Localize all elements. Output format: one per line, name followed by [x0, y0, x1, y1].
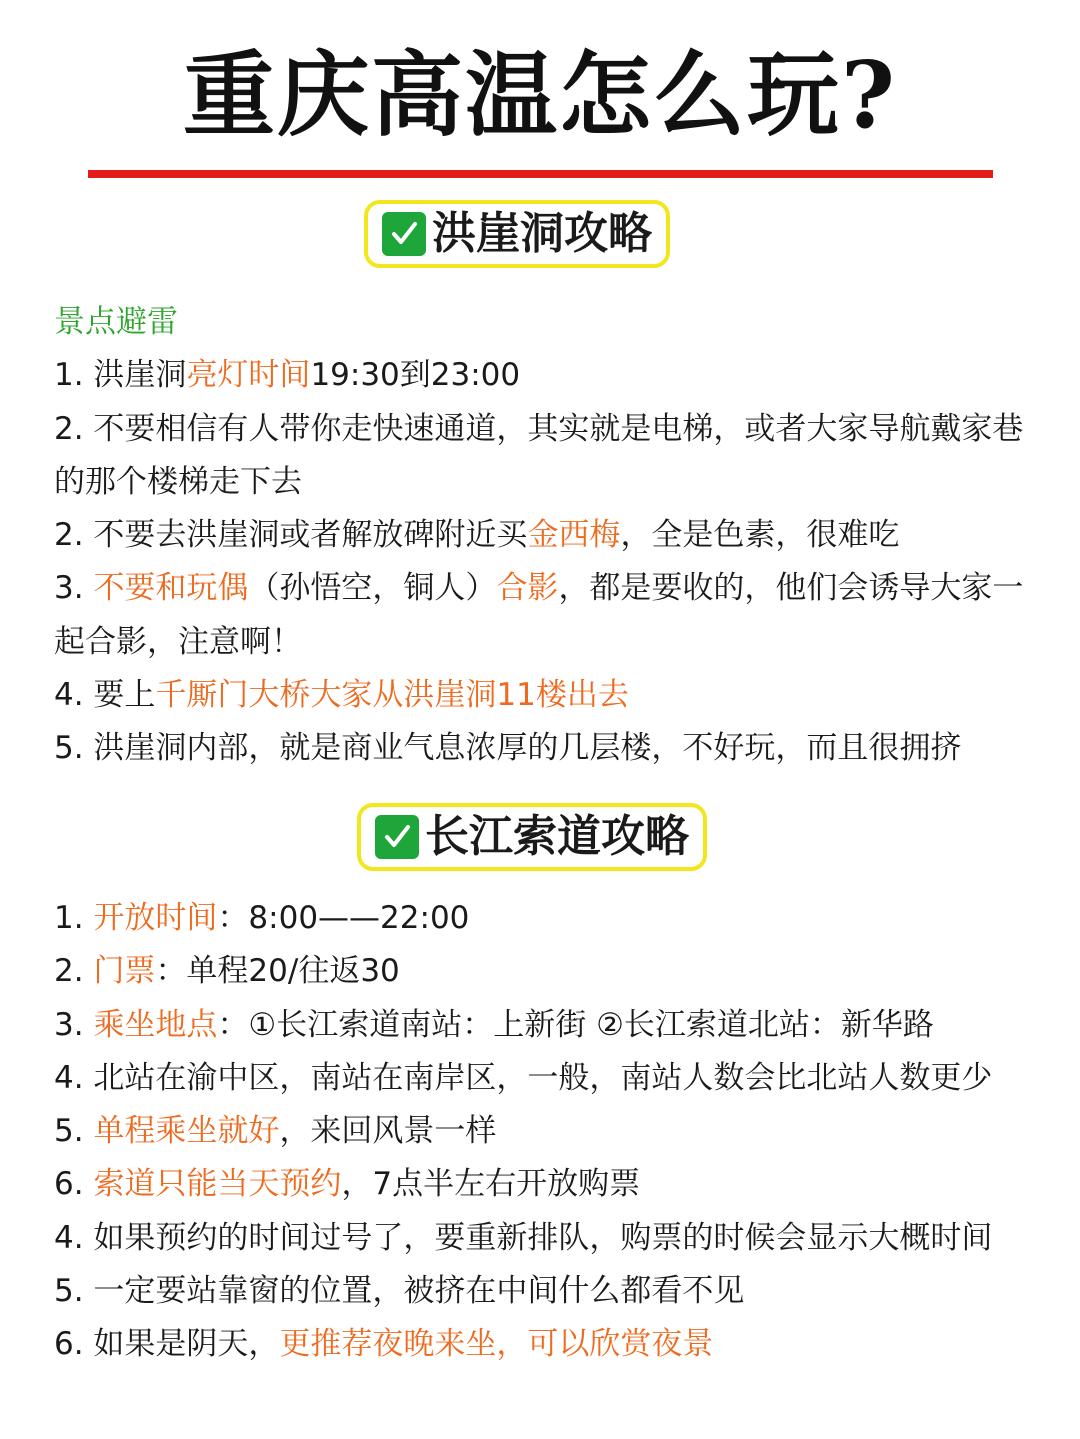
tip-list: [54, 349, 1054, 775]
section-title: 洪崖洞攻略: [432, 208, 652, 259]
tip-item: [54, 403, 1054, 510]
tip-item: [54, 1158, 1054, 1211]
tip-text: 5.: [54, 1113, 94, 1150]
highlight-text: 开放时间: [93, 900, 218, 936]
tip-item: [54, 945, 1054, 998]
tip-item: [54, 1318, 1054, 1371]
tip-text: 1. 洪崖洞: [54, 357, 187, 394]
tip-text: 4. 如果预约的时间过号了，要重新排队，购票的时候会显示大概时间: [54, 1219, 993, 1256]
highlight-text: 门票: [93, 953, 156, 990]
section-cableway: [54, 892, 1054, 1372]
tip-text: 5. 洪崖洞内部，就是商业气息浓厚的几层楼，不好玩，而且很拥挤: [54, 730, 962, 767]
tip-item: [54, 509, 1054, 562]
tip-item: [54, 1052, 1054, 1105]
tip-text: ，都是要收的，他们会诱导大家一起合影，注意啊！: [54, 570, 1024, 660]
section-hongyadong: [54, 296, 1054, 776]
highlight-text: 亮灯时间: [186, 357, 311, 394]
tip-item: [54, 1212, 1054, 1265]
highlight-text: 乘坐地点: [93, 1006, 218, 1043]
tip-text: 19:30到23:00: [310, 357, 521, 394]
tip-text: ，全是色素，很难吃: [620, 517, 900, 554]
section-badge-cableway: [357, 803, 707, 871]
highlight-text: 合影: [496, 570, 559, 607]
tip-text: 6. 如果是阴天，: [54, 1326, 280, 1363]
tip-text: ：①长江索道南站：上新街 ②长江索道北站：新华路: [217, 1006, 934, 1043]
tip-text: 1.: [54, 900, 94, 936]
tip-text: 2. 不要相信有人带你走快速通道，其实就是电梯，或者大家导航戴家巷的那个楼梯走下去: [54, 410, 1024, 500]
highlight-text: 单程乘坐就好: [93, 1113, 280, 1150]
page-title: 重庆高温怎么玩?: [183, 41, 897, 149]
subheading: 景点避雷: [54, 304, 178, 340]
tip-item: [54, 562, 1054, 669]
section-badge-hongyadong: [364, 200, 670, 268]
tip-item: [54, 349, 1054, 402]
highlight-text: 更推荐夜晚来坐，可以欣赏夜景: [279, 1326, 714, 1363]
tip-text: ，来回风景一样: [279, 1113, 497, 1150]
tip-item: [54, 999, 1054, 1052]
section-title: 长江索道攻略: [425, 811, 689, 862]
green-check-icon: [382, 212, 426, 256]
tip-text: ：单程20/往返30: [155, 953, 400, 990]
tip-list: [54, 892, 1054, 1372]
tip-item: [54, 669, 1054, 722]
tip-text: 5. 一定要站靠窗的位置，被挤在中间什么都看不见: [54, 1273, 745, 1310]
tip-text: ：8:00——22:00: [217, 900, 470, 936]
tip-item: [54, 892, 1054, 945]
green-check-icon: [375, 815, 419, 859]
tip-text: 4. 要上: [54, 677, 156, 714]
tip-text: 6.: [54, 1166, 94, 1203]
tip-text: （孙悟空，铜人）: [248, 570, 497, 607]
tip-item: [54, 722, 1054, 775]
tip-text: 2. 不要去洪崖洞或者解放碑附近买: [54, 517, 528, 554]
tip-text: ，7点半左右开放购票: [341, 1166, 641, 1203]
highlight-text: 索道只能当天预约: [93, 1166, 342, 1203]
tip-text: 3.: [54, 570, 94, 607]
tip-text: 2.: [54, 953, 94, 990]
tip-item: [54, 1265, 1054, 1318]
tip-text: 4. 北站在渝中区，南站在南岸区，一般，南站人数会比北站人数更少: [54, 1059, 993, 1096]
title-divider: [88, 170, 993, 178]
tip-text: 3.: [54, 1006, 94, 1043]
highlight-text: 不要和玩偶: [93, 570, 249, 607]
tip-item: [54, 1105, 1054, 1158]
highlight-text: 千厮门大桥大家从洪崖洞11楼出去: [155, 677, 629, 714]
highlight-text: 金西梅: [527, 517, 621, 554]
